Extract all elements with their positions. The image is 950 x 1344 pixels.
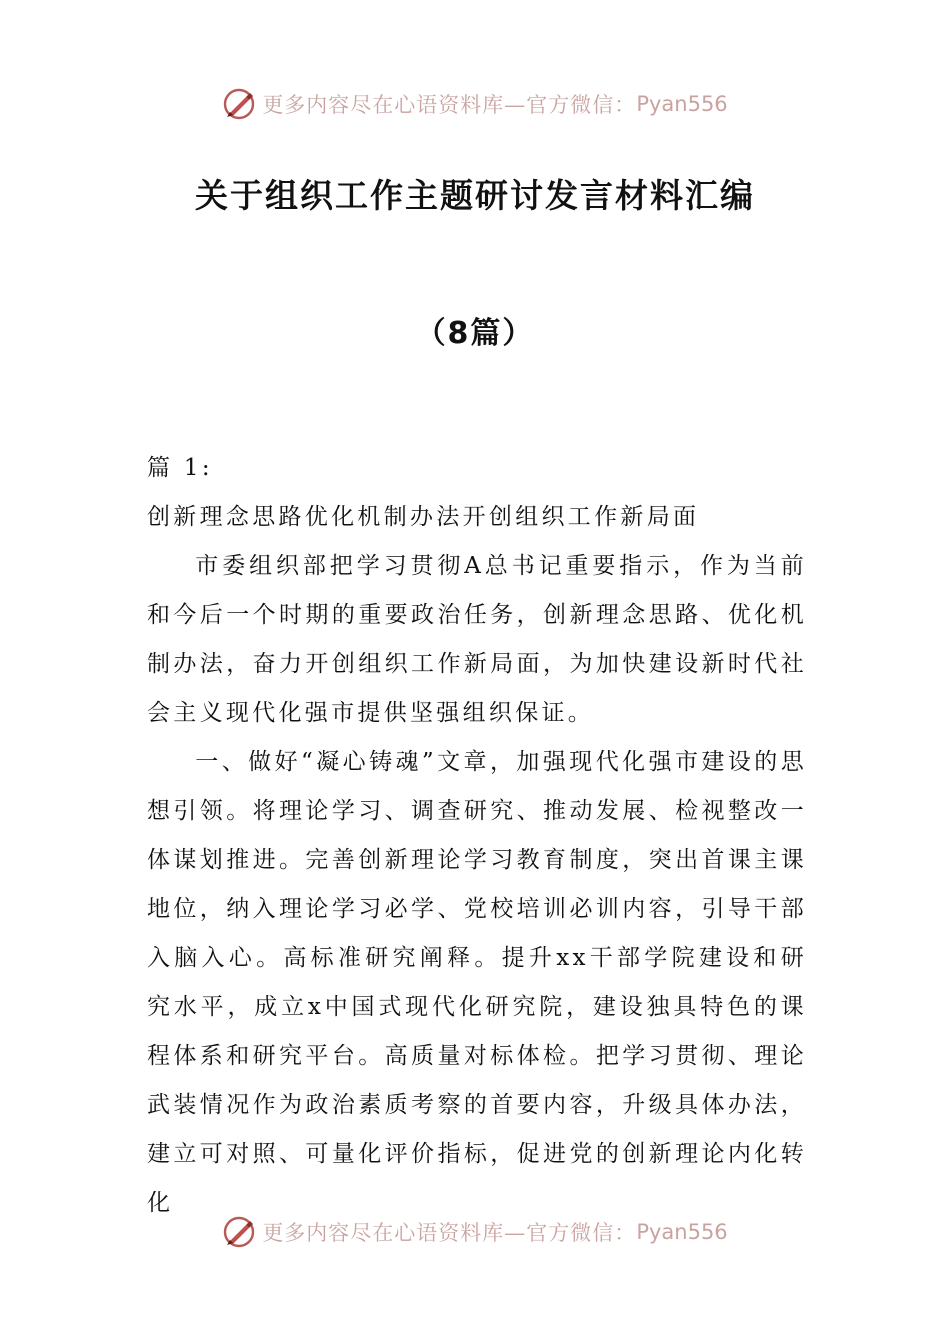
watermark-banner-top	[0, 84, 950, 124]
document-subtitle: （8篇）	[415, 316, 535, 351]
document-title: 关于组织工作主题研讨发言材料汇编	[195, 176, 755, 215]
pen-logo-icon	[222, 87, 256, 121]
pen-logo-icon	[222, 1215, 256, 1249]
watermark-handle: Pyan556	[636, 92, 728, 116]
article-heading: 创新理念思路优化机制办法开创组织工作新局面	[147, 504, 700, 530]
watermark-text: 更多内容尽在心语资料库—官方微信：	[262, 93, 637, 117]
paragraph-1: 市委组织部把学习贯彻A总书记重要指示，作为当前和今后一个时期的重要政治任务，创新理念思路、优化机制办法，奋力开创组织工作新局面，为加快建设新时代社会主义现代化强市提供坚强组织保证。	[147, 553, 807, 726]
watermark-handle: Pyan556	[636, 1220, 728, 1244]
document-body	[147, 444, 807, 1228]
section-label: 篇 1:	[147, 455, 213, 481]
paragraph-2: 一、做好“凝心铸魂”文章，加强现代化强市建设的思想引领。将理论学习、调查研究、推动发展、检视整改一体谋划推进。完善创新理论学习教育制度，突出首课主课地位，纳入理论学习必学、党校培训必训内容，引导干部入脑入心。高标准研究阐释。提升xx干部学院建设和研究水平，成立x中国式现代化研究院，建设独具特色的课程体系和研究平台。高质量对标体检。把学习贯彻、理论武装情况作为政治素质考察的首要内容，升级具体办法，建立可对照、可量化评价指标，促进党的创新理论内化转化	[147, 749, 807, 1216]
watermark-banner-bottom	[0, 1212, 950, 1252]
watermark-text: 更多内容尽在心语资料库—官方微信：	[262, 1221, 637, 1245]
